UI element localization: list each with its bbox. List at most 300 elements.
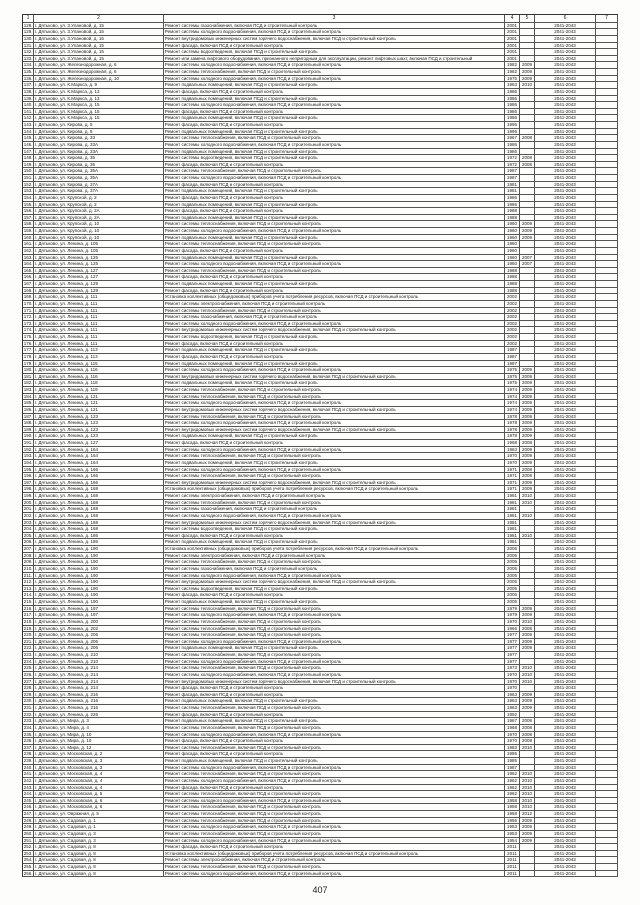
year-repair-cell: [520, 43, 535, 49]
period-cell: 2041-2043: [535, 122, 596, 128]
note-cell: [596, 129, 618, 135]
note-cell: [596, 228, 618, 234]
period-cell: 2041-2043: [535, 182, 596, 188]
table-row: [23, 76, 618, 83]
year-repair-cell: 2009: [520, 76, 535, 82]
row-number-cell: 157.: [23, 214, 33, 220]
work-description-cell: Ремонт подвальных помещений, включая ПСД и строительный контроль: [164, 188, 505, 194]
work-description-cell: Ремонт подвальных помещений, включая ПСД и строительный контроль: [164, 129, 505, 135]
address-cell: г. Дятьково, ул. Ленина, д. 168: [34, 513, 164, 519]
address-cell: г. Дятьково, ул. Ленина, д. 202: [34, 626, 164, 632]
period-cell: 2041-2043: [535, 288, 596, 294]
row-number-cell: 163.: [23, 254, 33, 260]
row-number-cell: 145.: [23, 135, 33, 141]
address-cell: г. Дятьково, ул. Овражная, д. 5: [34, 811, 164, 817]
work-description-cell: Ремонт системы теплоснабжения, включая ПСД и строительный контроль: [164, 168, 505, 174]
work-description-cell: Ремонт фасада, включая ПСД и строительный контроль: [164, 109, 505, 115]
table-row: [23, 679, 618, 686]
year-repair-cell: 2009: [520, 606, 535, 612]
note-cell: [596, 361, 618, 367]
work-description-cell: Ремонт системы холодного водоснабжения, включая ПСД и строительный контроль: [164, 672, 505, 678]
year-cell: 1982: [505, 69, 520, 75]
work-description-cell: Ремонт системы холодного водоснабжения, включая ПСД и строительный контроль: [164, 400, 505, 406]
table-row: [23, 533, 618, 540]
period-cell: 2041-2043: [535, 606, 596, 612]
row-number-cell: 151.: [23, 175, 33, 181]
address-cell: г. Дятьково, ул. Ленина, д. 206: [34, 639, 164, 645]
row-number-cell: 245.: [23, 797, 33, 803]
table-row: [23, 785, 618, 792]
work-description-cell: Ремонт фасада, включая ПСД и строительный контроль: [164, 354, 505, 360]
note-cell: [596, 109, 618, 115]
address-cell: г. Дятьково, ул. Ленина, д. 214: [34, 665, 164, 671]
row-number-cell: 248.: [23, 817, 33, 823]
work-description-cell: Ремонт подвальных помещений, включая ПСД и строительный контроль: [164, 96, 505, 102]
year-cell: 1971: [505, 467, 520, 473]
note-cell: [596, 248, 618, 254]
period-cell: 2041-2043: [535, 645, 596, 651]
note-cell: [596, 394, 618, 400]
address-cell: г. Дятьково, ул. Кирова, д. 35: [34, 155, 164, 161]
work-description-cell: Ремонт системы теплоснабжения, включая ПСД и строительный контроль: [164, 268, 505, 274]
work-description-cell: Ремонт подвальных помещений, включая ПСД и строительный контроль: [164, 115, 505, 121]
year-cell: 1986: [505, 96, 520, 102]
year-repair-cell: 2009: [520, 831, 535, 837]
table-row: [23, 559, 618, 566]
period-cell: 2041-2043: [535, 440, 596, 446]
note-cell: [596, 838, 618, 844]
address-cell: г. Дятьково, ул. Ленина, д. 190: [34, 546, 164, 552]
table-row: [23, 321, 618, 328]
period-cell: 2041-2043: [535, 202, 596, 208]
year-repair-cell: 2009: [520, 698, 535, 704]
row-number-cell: 192.: [23, 446, 33, 452]
year-cell: 1987: [505, 347, 520, 353]
work-description-cell: Ремонт подвальных помещений, включая ПСД и строительный контроль: [164, 698, 505, 704]
address-cell: г. Дятьково, ул. Мира, д. 12: [34, 745, 164, 751]
address-cell: г. Дятьково, ул. Ленина, д. 190: [34, 573, 164, 579]
table-row: [23, 414, 618, 421]
address-cell: г. Дятьково, ул. Крупской, д. 2: [34, 202, 164, 208]
year-cell: 2005: [505, 553, 520, 559]
row-number-cell: 170.: [23, 300, 33, 306]
year-repair-cell: 2009: [520, 447, 535, 453]
year-repair-cell: 2009: [520, 380, 535, 386]
period-cell: 2041-2043: [535, 506, 596, 512]
work-description-cell: Ремонт системы теплоснабжения, включая ПСД и строительный контроль: [164, 69, 505, 75]
year-cell: 1981: [505, 526, 520, 532]
table-row: [23, 698, 618, 705]
row-number-cell: 249.: [23, 824, 33, 830]
table-row: [23, 149, 618, 156]
work-description-cell: Ремонт системы теплоснабжения, включая ПСД и строительный контроль: [164, 241, 505, 247]
table-row: [23, 89, 618, 96]
period-cell: 2041-2043: [535, 102, 596, 108]
year-repair-cell: 2009: [520, 645, 535, 651]
year-repair-cell: [520, 182, 535, 188]
work-description-cell: Ремонт системы холодного водоснабжения, включая ПСД и строительный контроль: [164, 639, 505, 645]
work-description-cell: Ремонт системы холодного водоснабжения, включая ПСД и строительный контроль: [164, 732, 505, 738]
note-cell: [596, 215, 618, 221]
note-cell: [596, 308, 618, 314]
table-row: [23, 387, 618, 394]
table-row: [23, 460, 618, 467]
row-number-cell: 160.: [23, 234, 33, 240]
row-number-cell: 201.: [23, 506, 33, 512]
work-description-cell: Ремонт внутридомовых инженерных систем горячего водоснабжения, включая ПСД и строительный контроль: [164, 407, 505, 413]
period-cell: 2041-2043: [535, 871, 596, 877]
address-cell: г. Дятьково, ул. Ленина, д. 111: [34, 321, 164, 327]
note-cell: [596, 261, 618, 267]
table-row: [23, 122, 618, 129]
work-description-cell: Ремонт системы теплоснабжения, включая ПСД и строительный контроль: [164, 619, 505, 625]
year-repair-cell: 2009: [520, 433, 535, 439]
work-description-cell: Ремонт системы холодного водоснабжения, включая ПСД и строительный контроль: [164, 420, 505, 426]
address-cell: г. Дятьково, ул. Железнодорожная, д. 10: [34, 76, 164, 82]
row-number-cell: 133.: [23, 55, 33, 61]
note-cell: [596, 506, 618, 512]
year-repair-cell: [520, 539, 535, 545]
year-cell: 1987: [505, 168, 520, 174]
period-cell: 2041-2043: [535, 56, 596, 62]
row-number-cell: 212.: [23, 579, 33, 585]
year-repair-cell: 2008: [520, 162, 535, 168]
year-cell: 1995: [505, 129, 520, 135]
year-cell: 1963: [505, 692, 520, 698]
address-cell: г. Дятьково, ул. Ленина, д. 197: [34, 606, 164, 612]
work-description-cell: Ремонт системы холодного водоснабжения, включая ПСД и строительный контроль: [164, 612, 505, 618]
table-row: [23, 738, 618, 745]
address-cell: г. Дятьково, ул. Ленина, д. 119: [34, 387, 164, 393]
address-cell: г. Дятьково, ул. Ленина, д. 200: [34, 619, 164, 625]
work-description-cell: Ремонт фасада, включая ПСД и строительный контроль: [164, 685, 505, 691]
period-cell: 2041-2043: [535, 599, 596, 605]
year-cell: 1953: [505, 831, 520, 837]
address-cell: г. Дятьково, ул. Крупской, д. 2А: [34, 208, 164, 214]
row-number-cell: 146.: [23, 141, 33, 147]
year-repair-cell: [520, 96, 535, 102]
year-repair-cell: [520, 314, 535, 320]
row-number-cell: 256.: [23, 870, 33, 876]
year-repair-cell: 2009: [520, 400, 535, 406]
note-cell: [596, 864, 618, 870]
row-number-cell: 194.: [23, 459, 33, 465]
table-row: [23, 155, 618, 162]
period-cell: 2041-2043: [535, 672, 596, 678]
note-cell: [596, 659, 618, 665]
note-cell: [596, 380, 618, 386]
row-number-cell: 240.: [23, 764, 33, 770]
work-description-cell: Ремонт подвальных помещений, включая ПСД и строительный контроль: [164, 645, 505, 651]
note-cell: [596, 824, 618, 830]
address-cell: г. Дятьково, ул. Ленина, д. 214: [34, 685, 164, 691]
column-header-5: 5: [520, 15, 535, 22]
year-cell: 1988: [505, 215, 520, 221]
year-repair-cell: 2010: [520, 745, 535, 751]
year-repair-cell: 2008: [520, 467, 535, 473]
period-cell: 2041-2043: [535, 626, 596, 632]
year-repair-cell: [520, 195, 535, 201]
year-repair-cell: 2009: [520, 632, 535, 638]
row-number-cell: 150.: [23, 168, 33, 174]
year-repair-cell: [520, 89, 535, 95]
year-cell: 1986: [505, 195, 520, 201]
year-repair-cell: 2009: [520, 818, 535, 824]
year-repair-cell: 2010: [520, 665, 535, 671]
year-repair-cell: 2009: [520, 486, 535, 492]
work-description-cell: Ремонт системы теплоснабжения, включая ПСД и строительный контроль: [164, 500, 505, 506]
address-cell: г. Дятьково, ул. К.Маркса, д. 15: [34, 109, 164, 115]
row-number-cell: 134.: [23, 62, 33, 68]
note-cell: [596, 831, 618, 837]
year-cell: 1988: [505, 268, 520, 274]
year-cell: 1958: [505, 811, 520, 817]
table-row: [23, 453, 618, 460]
row-number-cell: 176.: [23, 340, 33, 346]
year-cell: 1960: [505, 248, 520, 254]
address-cell: г. Дятьково, ул. Кирова, д. 5: [34, 129, 164, 135]
year-repair-cell: [520, 573, 535, 579]
work-description-cell: Ремонт фасада, включая ПСД и строительный контроль: [164, 712, 505, 718]
row-number-cell: 226.: [23, 671, 33, 677]
note-cell: [596, 539, 618, 545]
address-cell: г. Дятьково, ул. Ленина, д. 190: [34, 566, 164, 572]
address-cell: г. Дятьково, ул. Кирова, д. 35А: [34, 168, 164, 174]
year-repair-cell: [520, 274, 535, 280]
period-cell: 2041-2043: [535, 334, 596, 340]
period-cell: 2041-2043: [535, 838, 596, 844]
address-cell: г. Дятьково, ул. К.Маркса, д. 13: [34, 96, 164, 102]
note-cell: [596, 440, 618, 446]
address-cell: г. Дятьково, ул. Ленина, д. 123: [34, 427, 164, 433]
table-row: [23, 864, 618, 871]
year-repair-cell: [520, 566, 535, 572]
year-cell: 1971: [505, 480, 520, 486]
table-row: [23, 354, 618, 361]
year-cell: 1960: [505, 228, 520, 234]
year-repair-cell: [520, 36, 535, 42]
table-row: [23, 844, 618, 851]
table-row: [23, 168, 618, 175]
year-repair-cell: [520, 579, 535, 585]
year-cell: 1967: [505, 135, 520, 141]
year-cell: 1962: [505, 791, 520, 797]
row-number-cell: 250.: [23, 830, 33, 836]
address-cell: г. Дятьково, ул. 3.Улановой, д. 15: [34, 23, 164, 29]
note-cell: [596, 208, 618, 214]
period-cell: 2041-2043: [535, 804, 596, 810]
row-number-cell: 234.: [23, 724, 33, 730]
period-cell: 2041-2043: [535, 573, 596, 579]
address-cell: г. Дятьково, ул. Ленина, д. 206: [34, 632, 164, 638]
note-cell: [596, 274, 618, 280]
period-cell: 2041-2043: [535, 96, 596, 102]
period-cell: 2041-2043: [535, 175, 596, 181]
note-cell: [596, 685, 618, 691]
note-cell: [596, 804, 618, 810]
year-repair-cell: 2009: [520, 420, 535, 426]
year-repair-cell: [520, 288, 535, 294]
year-cell: 1981: [505, 539, 520, 545]
row-number-cell: 225.: [23, 665, 33, 671]
address-cell: г. Дятьково, ул. Ленина, д. 125: [34, 255, 164, 261]
work-description-cell: Ремонт системы теплоснабжения, включая ПСД и строительный контроль: [164, 394, 505, 400]
year-repair-cell: [520, 864, 535, 870]
address-cell: г. Дятьково, ул. Ленина, д. 123: [34, 433, 164, 439]
table-row: [23, 857, 618, 864]
year-repair-cell: [520, 553, 535, 559]
row-number-cell: 193.: [23, 453, 33, 459]
address-cell: г. Дятьково, ул. Ленина, д. 121: [34, 400, 164, 406]
row-number-cell: 143.: [23, 122, 33, 128]
table-row: [23, 380, 618, 387]
year-repair-cell: [520, 765, 535, 771]
year-repair-cell: 2009: [520, 460, 535, 466]
work-description-cell: Ремонт внутридомовых инженерных систем горячего водоснабжения, включая ПСД и строительный контроль: [164, 427, 505, 433]
row-number-cell: 177.: [23, 347, 33, 353]
year-repair-cell: [520, 659, 535, 665]
period-cell: 2041-2043: [535, 414, 596, 420]
period-cell: 2041-2043: [535, 533, 596, 539]
row-number-cell: 137.: [23, 82, 33, 88]
table-row: [23, 480, 618, 487]
year-cell: 1970: [505, 453, 520, 459]
year-repair-cell: 2010: [520, 82, 535, 88]
table-row: [23, 692, 618, 699]
row-number-cell: 211.: [23, 572, 33, 578]
row-number-cell: 189.: [23, 426, 33, 432]
year-repair-cell: [520, 122, 535, 128]
year-repair-cell: [520, 29, 535, 35]
table-row: [23, 228, 618, 235]
note-cell: [596, 76, 618, 82]
work-description-cell: Ремонт системы теплоснабжения, включая ПСД и строительный контроль: [164, 705, 505, 711]
work-description-cell: Ремонт системы холодного водоснабжения, включая ПСД и строительный контроль: [164, 142, 505, 148]
period-cell: 2041-2043: [535, 791, 596, 797]
year-cell: 2005: [505, 559, 520, 565]
address-cell: г. Дятьково, ул. Московская, д. 6: [34, 804, 164, 810]
year-cell: 1981: [505, 533, 520, 539]
note-cell: [596, 851, 618, 857]
table-row: [23, 374, 618, 381]
period-cell: 2041-2043: [535, 586, 596, 592]
row-number-cell: 191.: [23, 440, 33, 446]
period-cell: 2041-2043: [535, 162, 596, 168]
address-cell: г. Дятьково, ул. Ленина, д. 116: [34, 374, 164, 380]
row-number-cell: 228.: [23, 685, 33, 691]
table-row: [23, 433, 618, 440]
note-cell: [596, 69, 618, 75]
address-cell: г. Дятьково, ул. Ленина, д. 190: [34, 592, 164, 598]
address-cell: г. Дятьково, ул. Ленина, д. 190: [34, 599, 164, 605]
address-cell: г. Дятьково, ул. Ленина, д. 115: [34, 361, 164, 367]
note-cell: [596, 221, 618, 227]
note-cell: [596, 175, 618, 181]
row-number-cell: 171.: [23, 307, 33, 313]
table-row: [23, 235, 618, 242]
year-cell: 1975: [505, 76, 520, 82]
work-description-cell: Ремонт или замена лифтового оборудования, признанного непригодным для эксплуатации, ремонт лифтовых шахт, включая ПСД и строительный: [164, 56, 505, 62]
year-cell: 1970: [505, 619, 520, 625]
table-row: [23, 62, 618, 69]
year-repair-cell: 2010: [520, 493, 535, 499]
work-description-cell: Ремонт подвальных помещений, включая ПСД и строительный контроль: [164, 758, 505, 764]
period-cell: 2041-2043: [535, 76, 596, 82]
row-number-cell: 200.: [23, 499, 33, 505]
note-cell: [596, 771, 618, 777]
year-repair-cell: [520, 321, 535, 327]
period-cell: 2041-2043: [535, 758, 596, 764]
row-number-cell: 182.: [23, 380, 33, 386]
period-cell: 2041-2043: [535, 235, 596, 241]
work-description-cell: Ремонт системы теплоснабжения, включая ПСД и строительный контроль: [164, 652, 505, 658]
address-cell: г. Дятьково, ул. Кирова, д. 37А: [34, 188, 164, 194]
row-number-cell: 199.: [23, 493, 33, 499]
table-row: [23, 771, 618, 778]
address-cell: г. Дятьково, ул. Кирова, д. 35: [34, 162, 164, 168]
table-row: [23, 871, 618, 878]
note-cell: [596, 387, 618, 393]
year-repair-cell: [520, 301, 535, 307]
year-cell: 2002: [505, 294, 520, 300]
period-cell: 2041-2043: [535, 751, 596, 757]
address-cell: г. Дятьково, ул. Ленина, д. 214: [34, 679, 164, 685]
work-description-cell: Ремонт подвальных помещений, включая ПСД и строительный контроль: [164, 347, 505, 353]
table-row: [23, 129, 618, 136]
address-cell: г. Дятьково, ул. Крупской, д. 10: [34, 221, 164, 227]
year-cell: 2002: [505, 334, 520, 340]
period-cell: 2041-2043: [535, 374, 596, 380]
period-cell: 2041-2043: [535, 215, 596, 221]
table-row: [23, 579, 618, 586]
year-repair-cell: [520, 652, 535, 658]
table-row: [23, 626, 618, 633]
table-row: [23, 765, 618, 772]
row-number-cell: 236.: [23, 738, 33, 744]
year-cell: 1970: [505, 460, 520, 466]
address-cell: г. Дятьково, ул. Ленина, д. 105: [34, 241, 164, 247]
column-header-3: 3: [164, 15, 505, 22]
year-cell: 2002: [505, 341, 520, 347]
note-cell: [596, 698, 618, 704]
period-cell: 2041-2043: [535, 62, 596, 68]
row-number-cell: 210.: [23, 565, 33, 571]
address-cell: г. Дятьково, ул. Ленина, д. 164: [34, 453, 164, 459]
period-cell: 2041-2043: [535, 135, 596, 141]
year-repair-cell: [520, 208, 535, 214]
period-cell: 2041-2043: [535, 268, 596, 274]
work-description-cell: Ремонт системы холодного водоснабжения, включая ПСД и строительный контроль: [164, 573, 505, 579]
address-cell: г. Дятьково, ул. Кирова, д. 35А: [34, 175, 164, 181]
address-cell: г. Дятьково, ул. Ленина, д. 168: [34, 506, 164, 512]
note-cell: [596, 301, 618, 307]
note-cell: [596, 579, 618, 585]
year-cell: 1986: [505, 102, 520, 108]
year-cell: 1974: [505, 394, 520, 400]
year-repair-cell: [520, 361, 535, 367]
table-row: [23, 82, 618, 89]
period-cell: 2041-2043: [535, 566, 596, 572]
address-cell: г. Дятьково, ул. Московская, д. 4: [34, 778, 164, 784]
year-cell: 1992: [505, 712, 520, 718]
note-cell: [596, 606, 618, 612]
row-number-cell: 173.: [23, 320, 33, 326]
period-cell: 2041-2043: [535, 89, 596, 95]
row-number-cell: 213.: [23, 585, 33, 591]
period-cell: 2041-2043: [535, 168, 596, 174]
work-description-cell: Ремонт фасада, включая ПСД и строительный контроль: [164, 208, 505, 214]
period-cell: 2041-2043: [535, 49, 596, 55]
